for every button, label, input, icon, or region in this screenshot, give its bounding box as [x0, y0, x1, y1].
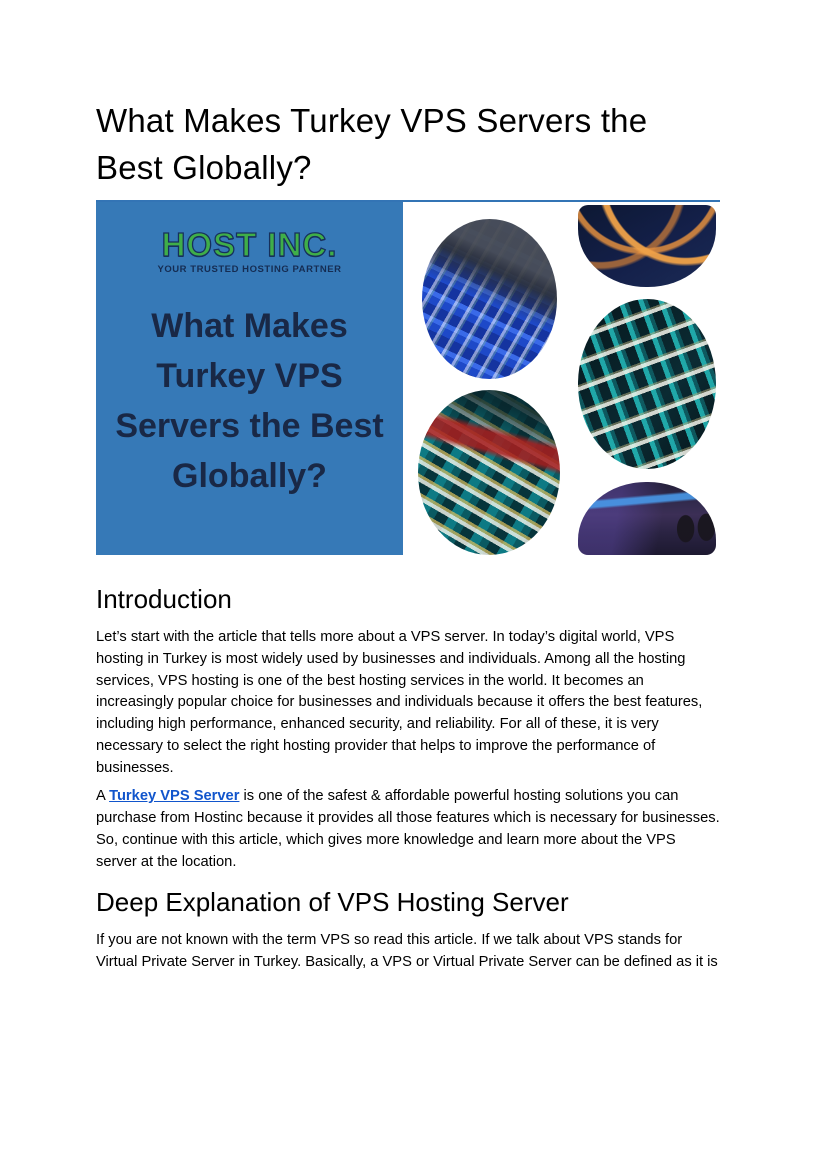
- logo-tagline: YOUR TRUSTED HOSTING PARTNER: [157, 264, 342, 275]
- photo-teal-cables-rack: [578, 299, 716, 469]
- photo-orange-cables-dark: [578, 205, 716, 287]
- paragraph-text: is one of the safest & affordable powerful hosting solutions you can purchase from Hostinc because it provides all those features which is necessary for businesses. So, continue with this article, which gives more knowledge and learn more about the VPS server at the location.: [96, 788, 720, 870]
- hero-image: [96, 200, 720, 555]
- turkey-vps-server-link[interactable]: Turkey VPS Server: [109, 788, 240, 805]
- deep-paragraph-1: If you are not known with the term VPS so read this article. If we talk about VPS stands for Virtual Private Server in Turkey. Basically, a VPS or Virtual Private Server can be defined as it is: [96, 932, 718, 970]
- intro-paragraph-2: [96, 786, 720, 873]
- photo-blue-ethernet-cables: [422, 219, 557, 379]
- photo-fiber-patch-panel: [418, 390, 560, 555]
- hero-headline-line: Turkey VPS: [156, 357, 343, 395]
- host-inc-logo: [96, 228, 403, 275]
- logo-text: HOST INC.: [161, 226, 338, 263]
- hero-headline-line: Globally?: [172, 457, 327, 495]
- document-page: [0, 97, 816, 974]
- hero-headline-line: What Makes: [151, 307, 348, 345]
- photo-server-room-people: [578, 482, 716, 555]
- document-title: What Makes Turkey VPS Servers the Best Globally?: [96, 102, 648, 186]
- section-heading-introduction: Introduction: [96, 584, 232, 614]
- section-heading-deep-explanation: Deep Explanation of VPS Hosting Server: [96, 887, 569, 918]
- hero-headline: [96, 301, 403, 501]
- paragraph-text: A: [96, 788, 110, 805]
- hero-blue-panel: [96, 202, 403, 555]
- hero-headline-line: Servers the Best: [115, 407, 384, 445]
- intro-paragraph-1: Let’s start with the article that tells more about a VPS server. In today’s digital world, VPS hosting in Turkey is most widely used by businesses and individuals. Among all the hosting services, VPS hosting is one of the best hosting services in the world. It becomes an increasingly popular choice for businesses and individuals because it offers the best features, including high performance, enhanced security, and reliability. For all of these, it is very necessary to select the right hosting provider that helps to improve the performance of businesses.: [96, 629, 703, 776]
